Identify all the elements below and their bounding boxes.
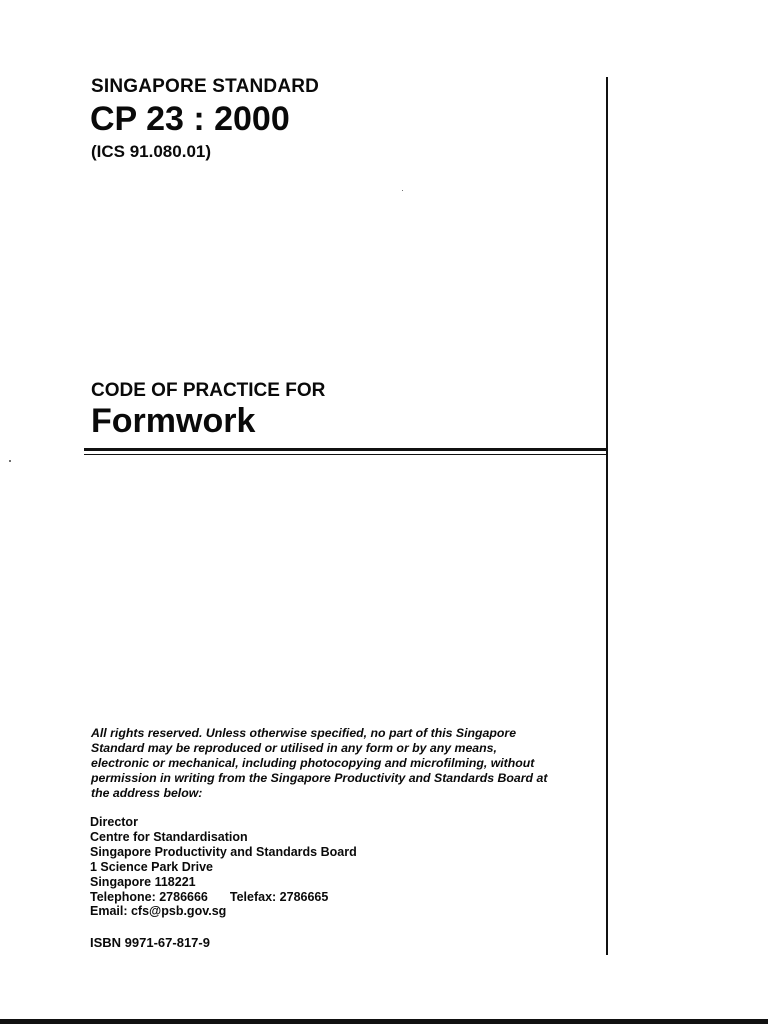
telefax-number: Telefax: 2786665 (229, 889, 329, 904)
address-recipient: Director (90, 815, 138, 829)
scan-speck (402, 190, 403, 191)
phone-row (90, 890, 357, 905)
title-rule-thick (84, 448, 608, 451)
rights-notice (91, 726, 591, 801)
scan-bottom-edge (0, 1019, 768, 1024)
isbn: ISBN 9971-67-817-9 (90, 935, 210, 950)
address-street: 1 Science Park Drive (90, 859, 213, 874)
scan-speck (9, 460, 11, 462)
telephone-number: Telephone: 2786666 (90, 889, 208, 904)
address-city: Singapore 118221 (90, 874, 196, 889)
standard-number: CP 23 : 2000 (90, 100, 290, 138)
standard-type: SINGAPORE STANDARD (91, 76, 320, 97)
address-organisation: Singapore Productivity and Standards Board (90, 844, 357, 859)
rights-notice-line: the address below: (91, 786, 203, 800)
address-department: Centre for Standardisation (90, 829, 248, 844)
rights-notice-line: permission in writing from the Singapore Productivity and Standards Board at (91, 771, 548, 785)
rights-notice-line: All rights reserved. Unless otherwise specified, no part of this Singapore (91, 726, 517, 740)
rights-notice-line: electronic or mechanical, including photocopying and microfilming, without (91, 756, 535, 770)
document-subtitle: CODE OF PRACTICE FOR (91, 380, 326, 401)
vertical-rule (606, 77, 608, 955)
contact-address (90, 815, 357, 919)
rights-notice-line: Standard may be reproduced or utilised in any form or by any means, (91, 741, 497, 755)
title-rule-thin (84, 454, 608, 455)
document-title: Formwork (91, 402, 256, 440)
email-address: Email: cfs@psb.gov.sg (90, 904, 227, 919)
ics-code: (ICS 91.080.01) (91, 142, 212, 161)
